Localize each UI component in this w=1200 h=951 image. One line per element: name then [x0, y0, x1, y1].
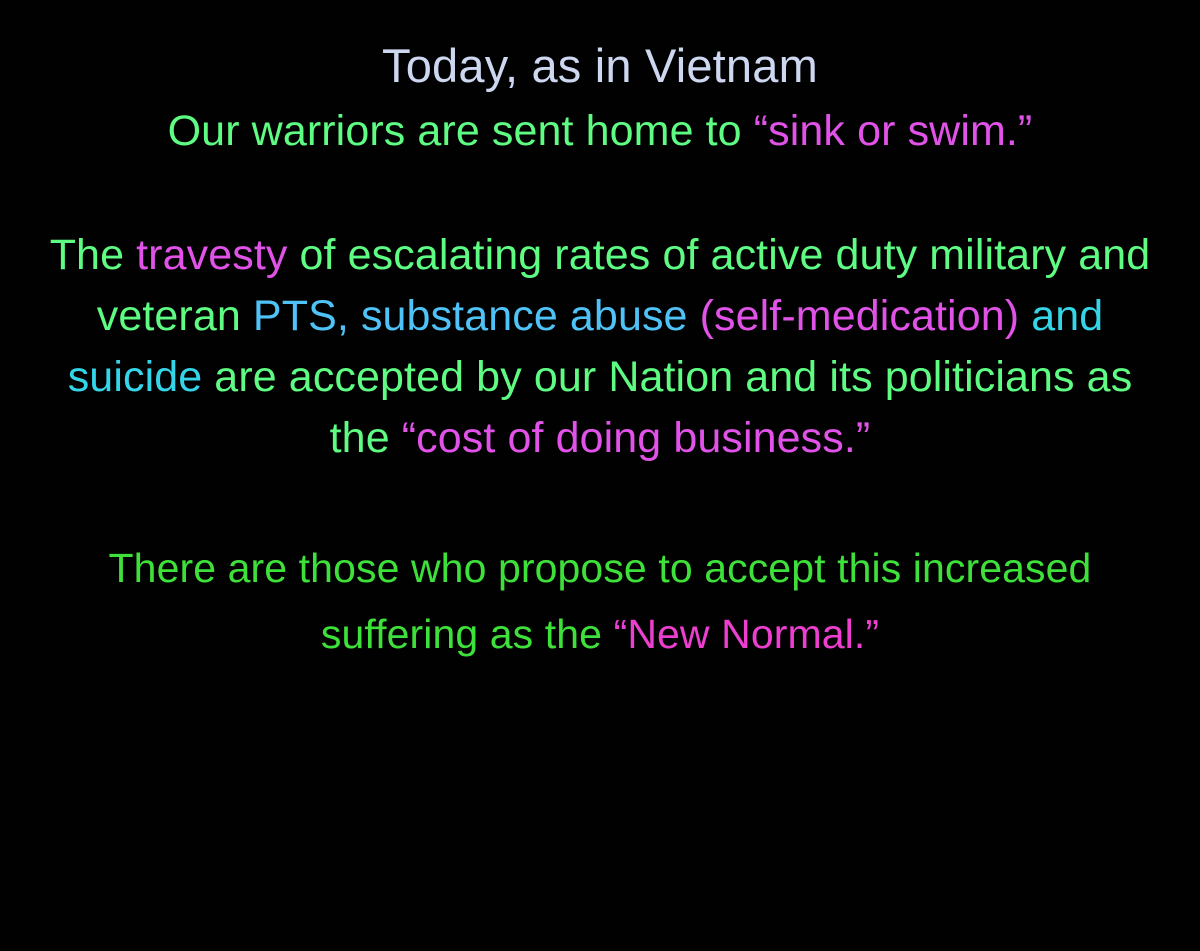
paragraph-3-segment-2: “New Normal.”	[613, 611, 880, 658]
paragraph-1-segment-2: “sink or swim.”	[753, 107, 1033, 156]
paragraph-2-segment-7: are accepted by our Nation and its politicians as the	[202, 352, 1133, 462]
paragraph-2	[44, 225, 1156, 469]
paragraph-2-segment-6: and suicide	[67, 291, 1104, 401]
paragraph-3-segment-1: There are those who propose to accept this increased suffering as the	[108, 544, 1092, 658]
paragraph-2-segment-2: travesty	[136, 230, 288, 279]
paragraph-2-segment-8: “cost of doing business.”	[401, 413, 871, 462]
paragraph-1	[44, 101, 1156, 162]
slide-title: Today, as in Vietnam	[382, 39, 818, 92]
paragraph-2-segment-1: The	[49, 230, 137, 279]
paragraph-1-segment-1: Our warriors are sent home to	[167, 107, 754, 156]
paragraph-2-segment-3: of escalating rates of active duty military and veteran	[96, 230, 1151, 340]
paragraph-2-segment-4: PTS, substance abuse	[252, 291, 688, 340]
paragraph-3	[44, 535, 1156, 668]
paragraph-2-segment-5: (self-medication)	[687, 291, 1020, 340]
